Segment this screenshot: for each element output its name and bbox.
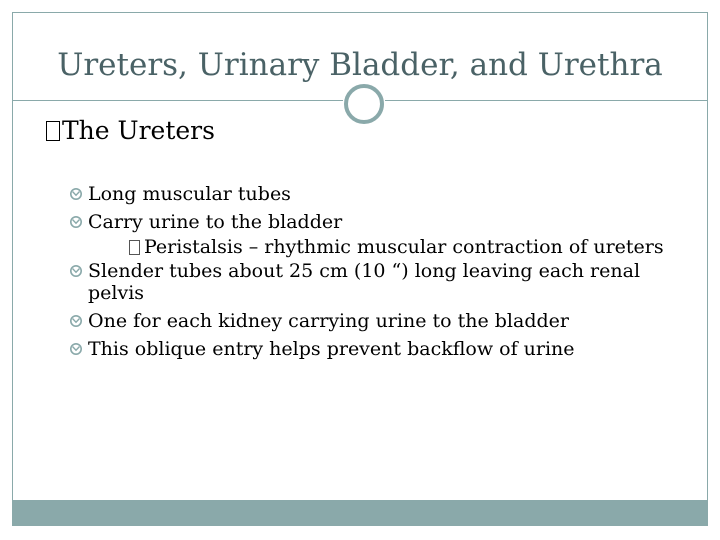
slide [12, 12, 708, 526]
list-item-text: Carry urine to the bladder [88, 211, 343, 233]
list-item [69, 260, 689, 304]
divider-circle-ornament [344, 84, 384, 124]
sub-list-item [69, 236, 689, 258]
title-divider-right [385, 100, 707, 101]
circle-segment-bullet-icon [69, 187, 83, 201]
circle-segment-bullet-icon [69, 314, 83, 328]
footer-bar [13, 500, 707, 525]
circle-segment-bullet-icon [69, 342, 83, 356]
circle-segment-bullet-icon [69, 264, 83, 278]
section-heading [46, 116, 215, 145]
list-item [69, 211, 689, 233]
circle-segment-bullet-icon [69, 215, 83, 229]
list-item [69, 310, 689, 332]
title-divider-left [13, 100, 343, 101]
sub-list-item-text: Peristalsis – rhythmic muscular contraction of ureters [144, 236, 664, 258]
bullet-list [69, 183, 689, 366]
list-item-text: Slender tubes about 25 cm (10 “) long leaving each renal pelvis [88, 260, 641, 304]
list-item [69, 183, 689, 205]
list-item [69, 338, 689, 360]
list-item-text: One for each kidney carrying urine to the bladder [88, 310, 569, 332]
slide-title: Ureters, Urinary Bladder, and Urethra [57, 47, 663, 83]
missing-glyph-box-icon [129, 240, 140, 255]
missing-glyph-box-icon [46, 121, 60, 141]
list-item-text: Long muscular tubes [88, 183, 291, 205]
list-item-text: This oblique entry helps prevent backflow of urine [88, 338, 575, 360]
section-heading-text: The Ureters [62, 116, 215, 145]
